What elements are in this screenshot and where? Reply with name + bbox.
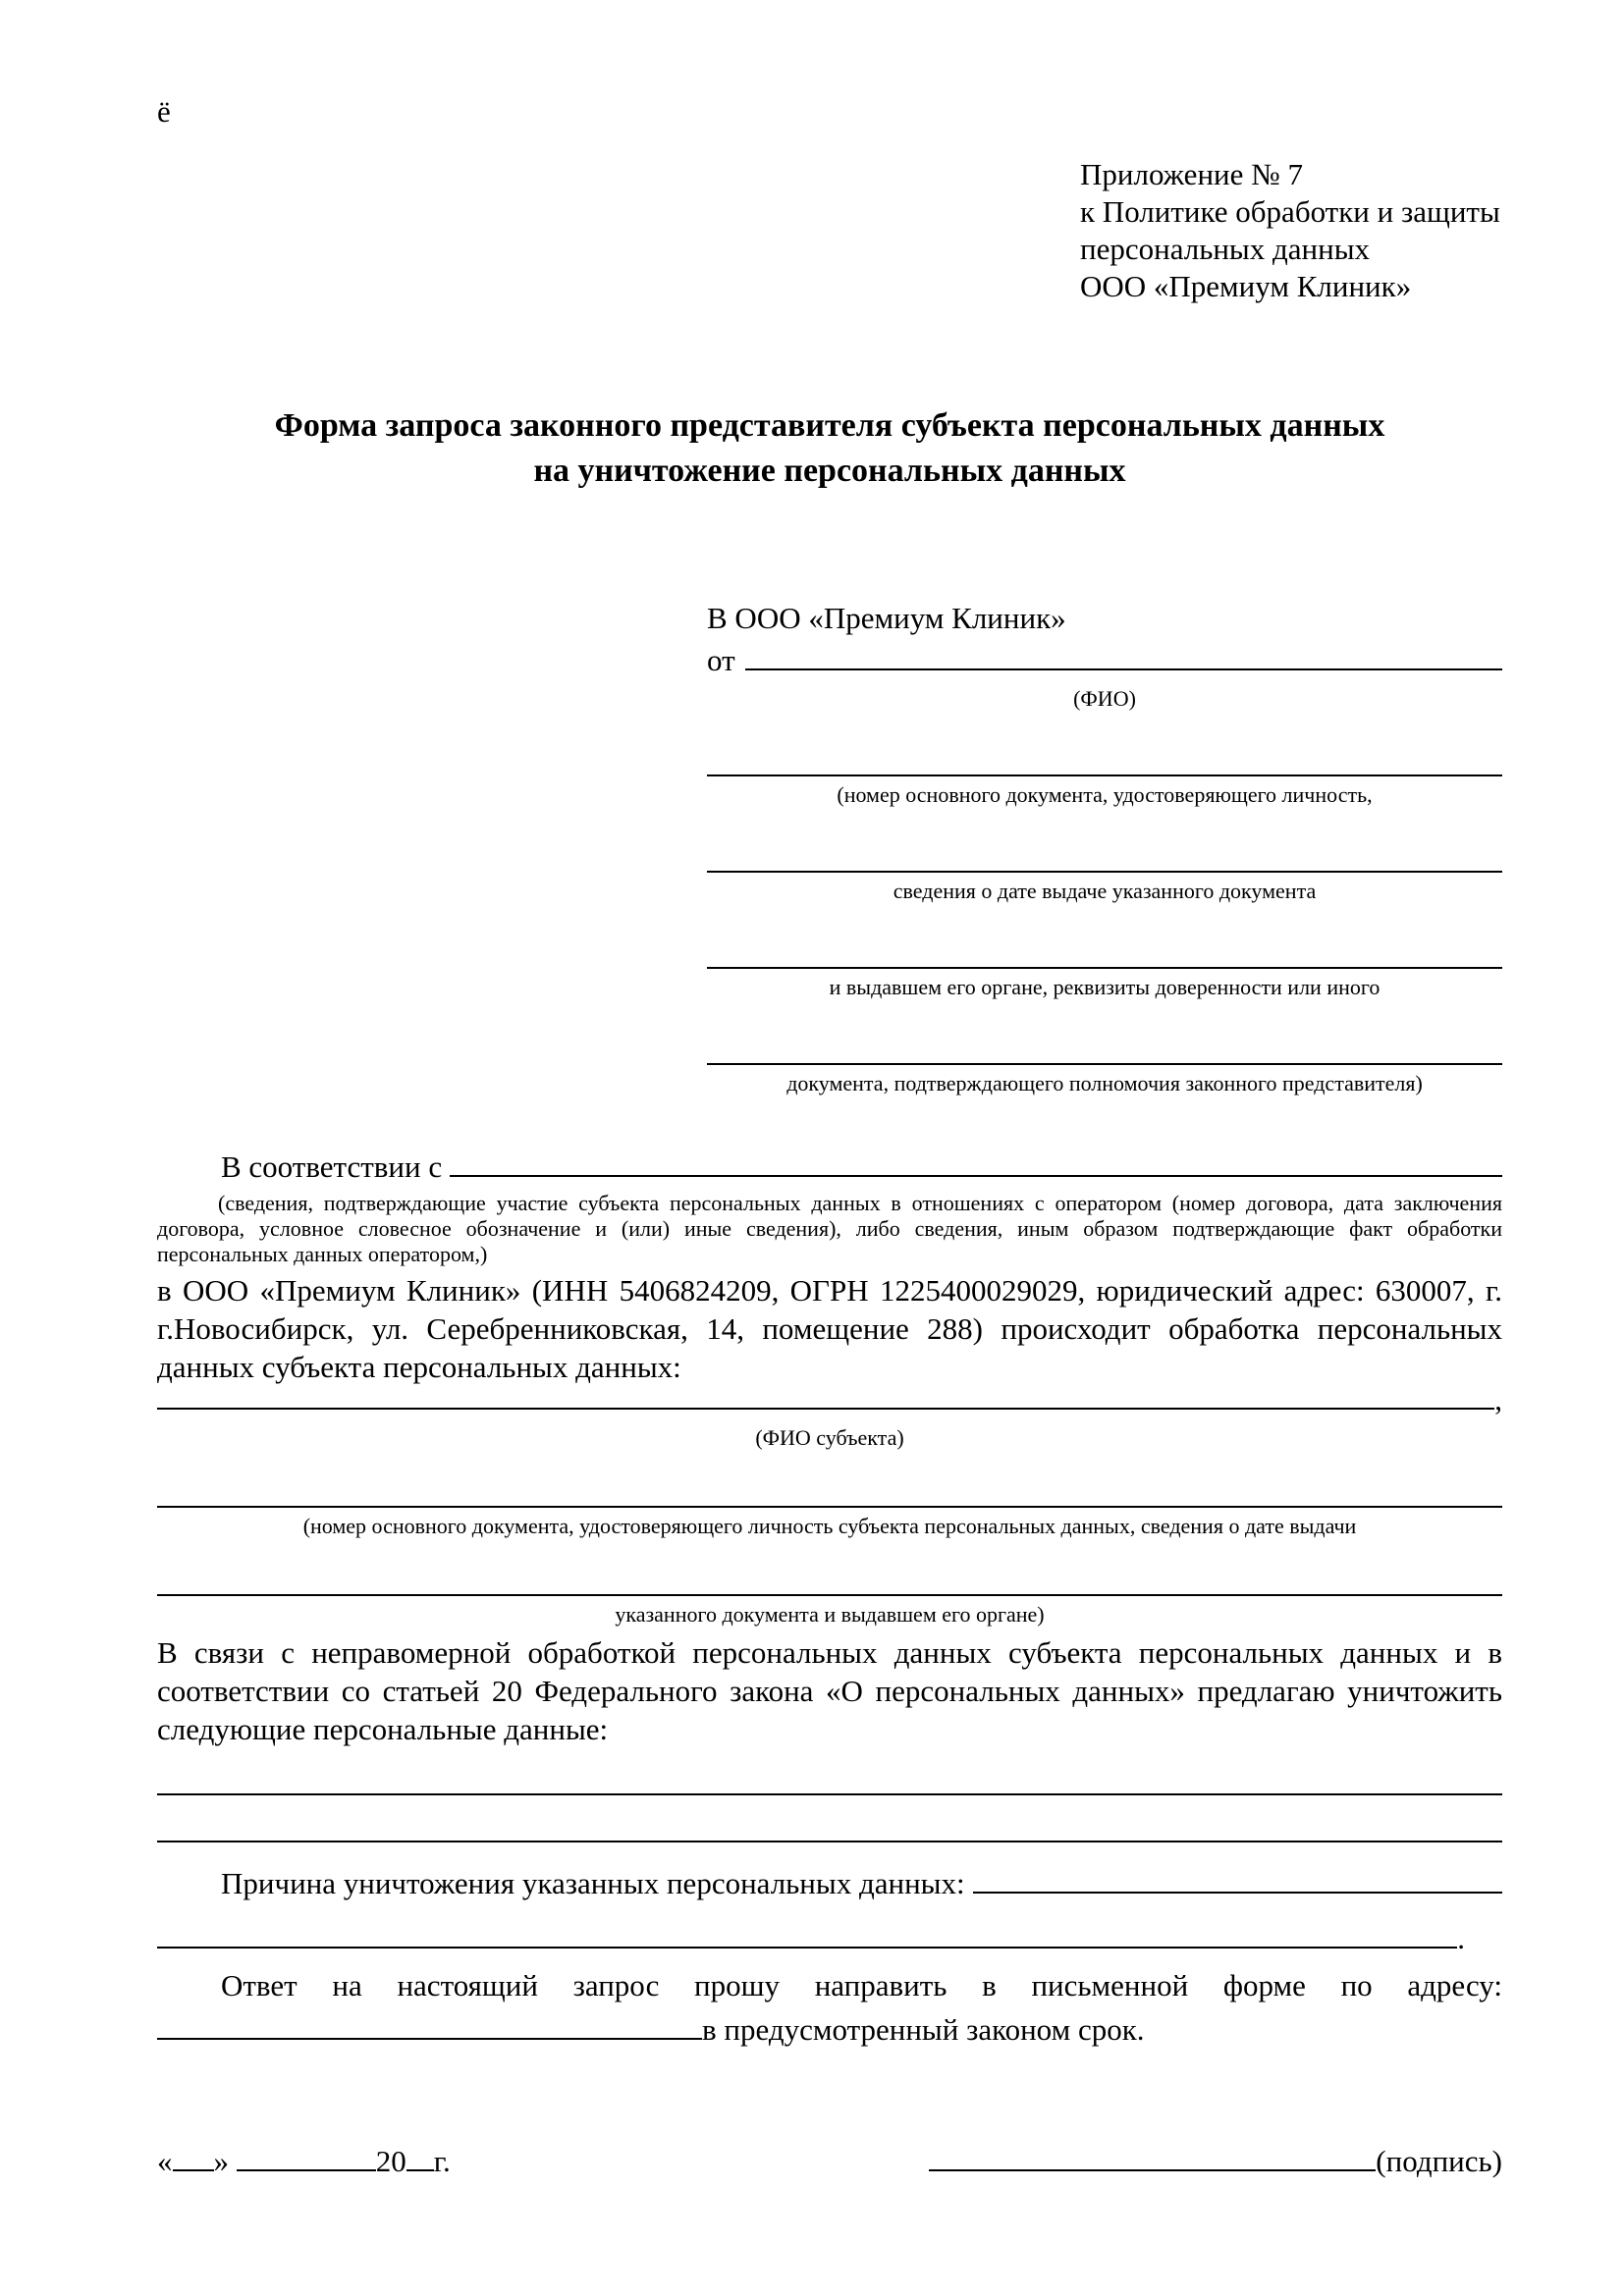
day-blank-field [173, 2169, 214, 2171]
subject-fio-blank-field [157, 1406, 1494, 1410]
accordance-line [157, 1148, 1502, 1187]
appendix-line-2: к Политике обработки и защиты [1080, 194, 1500, 229]
subject-fio-caption: (ФИО субъекта) [755, 1425, 904, 1450]
subject-doc-blank-field [157, 1476, 1502, 1508]
doc-issuer-caption: и выдавшем его органе, реквизиты доверенности или иного [829, 975, 1380, 999]
data-list-blank-field-1 [157, 1748, 1502, 1795]
form-title-line-2: на уничтожение персональных данных [533, 453, 1126, 489]
reason-continuation-line [157, 1919, 1465, 1958]
subject-doc-caption-1: (номер основного документа, удостоверяющего личность субъекта персональных данных, сведения о дате выдачи [302, 1514, 1357, 1538]
signature-caption: (подпись) [1376, 2144, 1502, 2178]
signature-blank-field [929, 2169, 1376, 2171]
footer-row [157, 2142, 1502, 2181]
doc-date-caption: сведения о дате выдаче указанного документа [893, 879, 1317, 903]
doc-issuer-blank-field [707, 937, 1502, 969]
signature-line [929, 2142, 1502, 2181]
reason-line [157, 1864, 1502, 1903]
addressee-to: В ООО «Премиум Клиник» [707, 601, 1066, 635]
accordance-lead: В соответствии с [221, 1149, 443, 1184]
doc-number-caption: (номер основного документа, удостоверяющего личность, [837, 782, 1373, 807]
authority-blank-field [707, 1034, 1502, 1065]
reason-lead: Причина уничтожения указанных персональных данных: [221, 1866, 965, 1900]
date-line [157, 2142, 451, 2181]
year-blank-field [406, 2169, 434, 2171]
accordance-blank-field [450, 1173, 1502, 1177]
appendix-line-1: Приложение № 7 [1080, 157, 1303, 191]
subject-fio-line [157, 1380, 1502, 1419]
comma-char: , [1494, 1382, 1502, 1416]
doc-date-blank-field [707, 841, 1502, 873]
subject-doc-caption-2: указанного документа и выдавшем его органе) [615, 1602, 1045, 1627]
data-list-blank-field-2 [157, 1795, 1502, 1842]
from-line [707, 641, 1502, 680]
unlawful-paragraph: В связи с неправомерной обработкой персональных данных субъекта персональных данных и в соответствии со статьей 20 Федерального закона «О персональных данных» предлагаю уничтожить следующие персональные данные: [157, 1635, 1502, 1746]
month-blank-field [237, 2169, 376, 2171]
reply-tail-text: в предусмотренный законом срок. [702, 2012, 1145, 2047]
authority-caption: документа, подтверждающего полномочия законного представителя) [786, 1071, 1423, 1095]
period-char: . [1457, 1921, 1465, 1955]
subject-doc-issuer-blank-field [157, 1565, 1502, 1596]
stray-char: ё [157, 94, 171, 129]
fio-caption: (ФИО) [1073, 686, 1136, 711]
reply-paragraph: Ответ на настоящий запрос прошу направить в письменной форме по адресу: [221, 1968, 1502, 2002]
open-quote: « [157, 2144, 173, 2178]
year-prefix: 20 [375, 2144, 406, 2178]
close-quote: » [213, 2144, 229, 2178]
from-blank-field [745, 667, 1502, 670]
reason-blank-field-2 [157, 1945, 1457, 1949]
year-suffix: г. [433, 2144, 451, 2178]
doc-number-blank-field [707, 745, 1502, 776]
reason-blank-field [973, 1890, 1502, 1894]
appendix-line-3: персональных данных [1080, 232, 1371, 266]
reply-tail-line [157, 2010, 1502, 2050]
from-label: от [707, 643, 735, 677]
form-title-line-1: Форма запроса законного представителя субъекта персональных данных [274, 407, 1385, 444]
addressee-block [707, 596, 1502, 1096]
form-title [157, 403, 1502, 494]
appendix-block [1080, 156, 1502, 305]
appendix-line-4: ООО «Премиум Клиник» [1080, 269, 1412, 303]
reply-address-blank-field [157, 2038, 702, 2040]
accordance-note: (сведения, подтверждающие участие субъекта персональных данных в отношениях с оператором (номер договора, дата заключения договора, условное словесное обозначение и (или) иные сведения), либо сведения, иным образом подтверждающие факт обработки персональных данных оператором,) [157, 1191, 1502, 1266]
operator-paragraph: в ООО «Премиум Клиник» (ИНН 5406824209, ОГРН 1225400029029, юридический адрес: 630007, г. г.Новосибирск, ул. Серебренниковская, 14, помещение 288) происходит обработка персональных данных субъекта персональных данных: [157, 1273, 1502, 1384]
